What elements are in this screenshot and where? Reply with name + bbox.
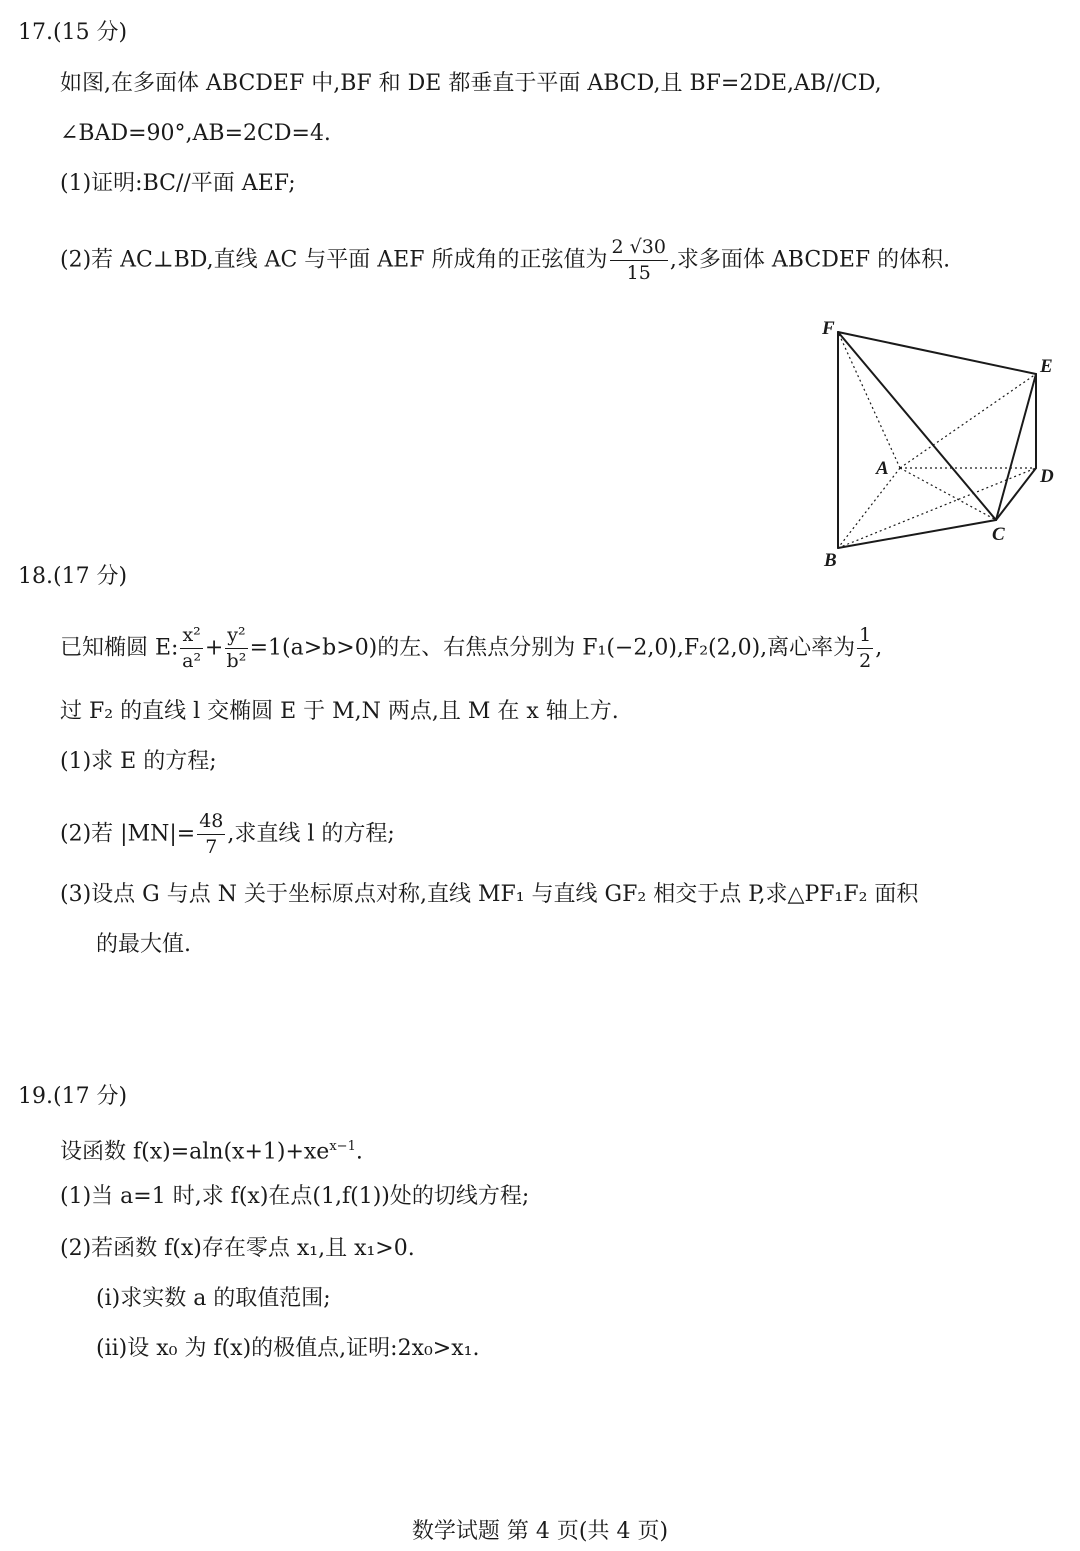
problem-18-stem-prefix: 已知椭圆 E: bbox=[60, 635, 179, 661]
problem-19-stem-text: 设函数 f(x)=aln(x+1)+xe bbox=[60, 1139, 330, 1165]
edge-BC bbox=[838, 520, 996, 548]
fraction-numerator: 2 √30 bbox=[610, 238, 668, 261]
problem-17-part2-suffix: ,求多面体 ABCDEF 的体积. bbox=[669, 247, 951, 273]
fraction-numerator: 1 bbox=[857, 626, 873, 649]
problem-18-part2-prefix: (2)若 |MN|= bbox=[60, 821, 196, 847]
problem-18-stem-line2: 过 F₂ 的直线 l 交椭圆 E 于 M,N 两点,且 M 在 x 轴上方. bbox=[60, 699, 619, 724]
vertex-label-F: F bbox=[822, 318, 835, 339]
vertex-label-C: C bbox=[992, 524, 1005, 545]
problem-18-stem-mid: =1(a>b>0)的左、右焦点分别为 F₁(−2,0),F₂(2,0),离心率为 bbox=[249, 635, 856, 661]
problem-17-part2-prefix: (2)若 AC⊥BD,直线 AC 与平面 AEF 所成角的正弦值为 bbox=[60, 247, 608, 273]
fraction-denominator: b² bbox=[226, 650, 247, 672]
sine-value-fraction bbox=[610, 238, 668, 283]
eccentricity-fraction bbox=[857, 626, 873, 671]
problem-19-part1: (1)当 a=1 时,求 f(x)在点(1,f(1))处的切线方程; bbox=[60, 1184, 530, 1209]
page-footer: 数学试题 第 4 页(共 4 页) bbox=[411, 1519, 669, 1544]
hidden-edge-AE bbox=[900, 374, 1036, 468]
problem-17-part2 bbox=[60, 238, 950, 283]
problem-19-number: 19.(17 分) bbox=[18, 1084, 128, 1109]
fraction-numerator: y² bbox=[225, 626, 247, 649]
edge-CD bbox=[996, 468, 1036, 520]
problem-18-part2 bbox=[60, 812, 395, 857]
problem-18-part3-line2: 的最大值. bbox=[96, 932, 191, 957]
problem-19-part2: (2)若函数 f(x)存在零点 x₁,且 x₁>0. bbox=[60, 1236, 415, 1261]
polyhedron-figure bbox=[800, 310, 1070, 580]
problem-18-part3-line1: (3)设点 G 与点 N 关于坐标原点对称,直线 MF₁ 与直线 GF₂ 相交于点 P,求△PF₁F₂ 面积 bbox=[60, 882, 919, 907]
edge-EC bbox=[996, 374, 1036, 520]
problem-19-stem bbox=[60, 1132, 363, 1167]
fraction-numerator: 48 bbox=[197, 812, 225, 835]
fraction-denominator: 15 bbox=[626, 262, 651, 284]
problem-18-number: 18.(17 分) bbox=[18, 564, 128, 589]
problem-18-stem-end: , bbox=[875, 635, 883, 661]
vertex-label-D: D bbox=[1040, 466, 1054, 487]
fraction-denominator: a² bbox=[182, 650, 202, 672]
exponent: x−1 bbox=[329, 1139, 356, 1154]
fraction-denominator: 2 bbox=[859, 650, 872, 672]
problem-19-part2-i: (ⅰ)求实数 a 的取值范围; bbox=[96, 1286, 331, 1311]
problem-19-part2-ii: (ⅱ)设 x₀ 为 f(x)的极值点,证明:2x₀>x₁. bbox=[96, 1336, 480, 1361]
problem-17-number: 17.(15 分) bbox=[18, 20, 128, 45]
problem-19-stem-end: . bbox=[355, 1139, 363, 1165]
vertex-label-A: A bbox=[876, 458, 889, 479]
problem-17-part1: (1)证明:BC//平面 AEF; bbox=[60, 171, 296, 196]
hidden-edge-AB bbox=[838, 468, 900, 548]
y-squared-over-b-squared bbox=[225, 626, 247, 671]
x-squared-over-a-squared bbox=[180, 626, 202, 671]
fraction-denominator: 7 bbox=[205, 836, 218, 858]
problem-17-stem-line1: 如图,在多面体 ABCDEF 中,BF 和 DE 都垂直于平面 ABCD,且 BF=2DE,AB//CD, bbox=[60, 71, 882, 96]
problem-18-stem-line1 bbox=[60, 626, 882, 671]
fraction-numerator: x² bbox=[180, 626, 202, 649]
problem-18-part2-suffix: ,求直线 l 的方程; bbox=[227, 821, 395, 847]
problem-17-stem-line2: ∠BAD=90°,AB=2CD=4. bbox=[60, 121, 331, 146]
plus-sign: + bbox=[204, 635, 224, 661]
mn-length-fraction bbox=[197, 812, 225, 857]
vertex-label-B: B bbox=[824, 550, 837, 571]
problem-18-part1: (1)求 E 的方程; bbox=[60, 749, 217, 774]
hidden-edge-AF bbox=[838, 332, 900, 468]
hidden-edge-AC bbox=[900, 468, 996, 520]
vertex-label-E: E bbox=[1040, 356, 1053, 377]
